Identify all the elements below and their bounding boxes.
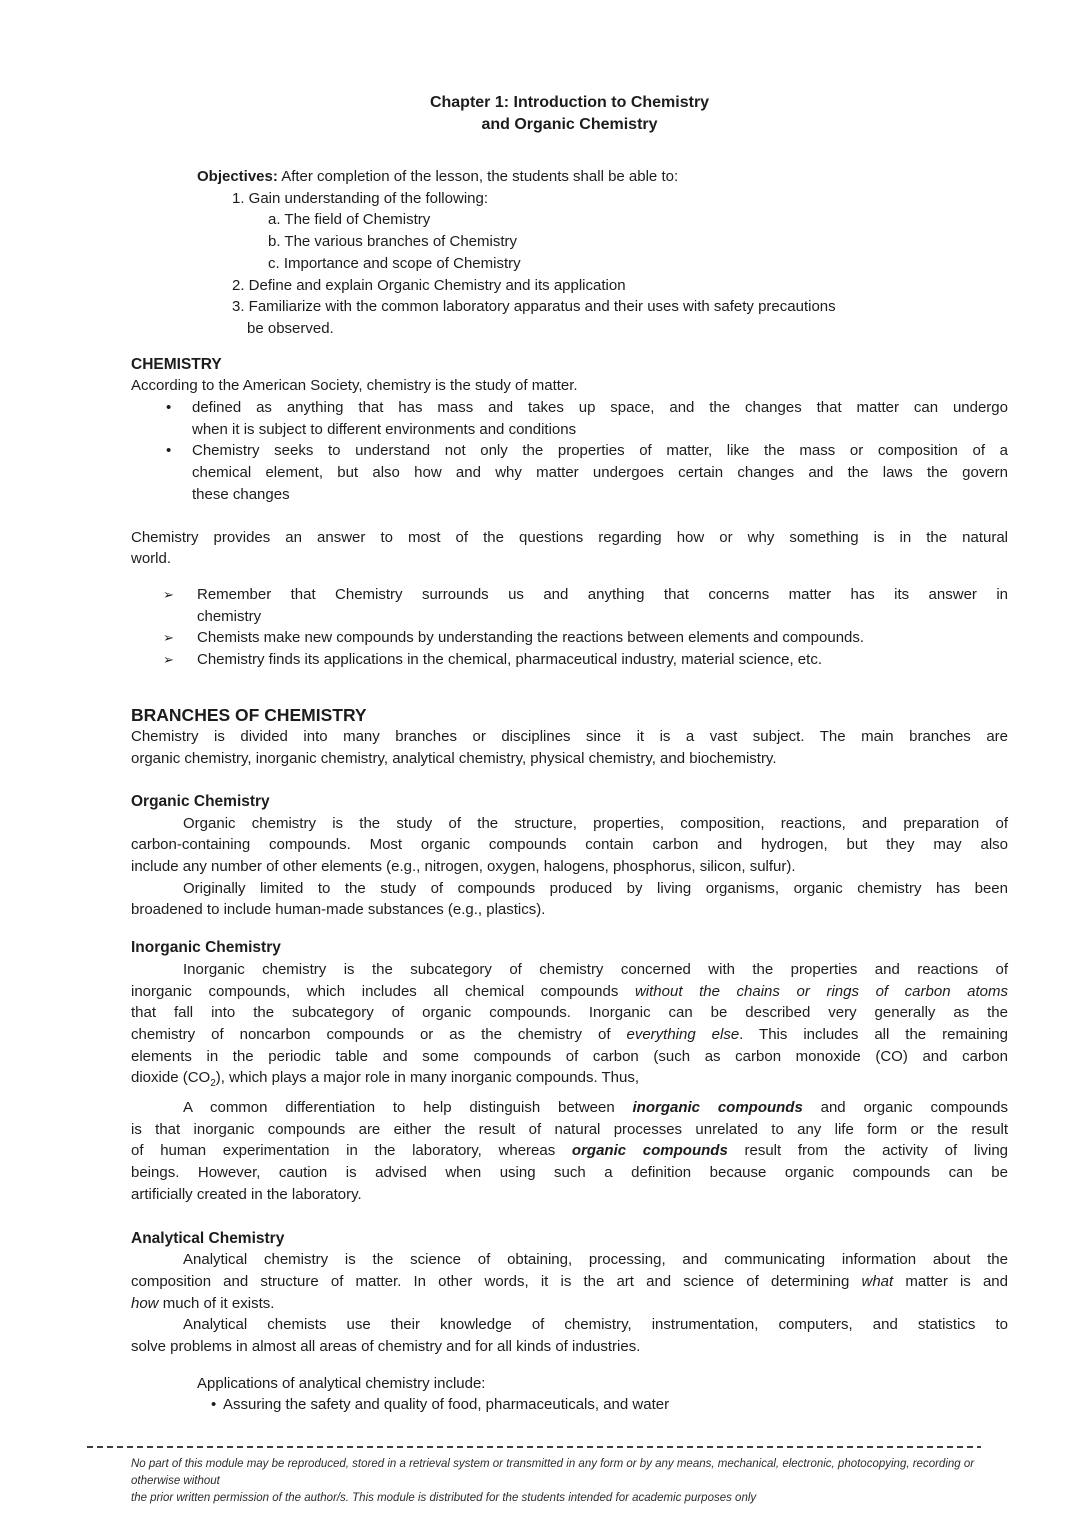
title-line-2: and Organic Chemistry <box>481 116 658 133</box>
objective-item: b. The various branches of Chemistry <box>268 233 518 251</box>
text-line: these changes <box>192 485 290 503</box>
bullet-icon: • <box>166 399 172 417</box>
footer-disclaimer-line-2: the prior written permission of the author/s. This module is distributed for the students intended for academic purposes only <box>131 1492 757 1504</box>
text-line: Chemistry finds its applications in the chemical, pharmaceutical industry, material science, etc. <box>197 651 822 669</box>
chemistry-arrow-list <box>131 584 1008 671</box>
analytical-heading: Analytical Chemistry <box>131 1229 285 1247</box>
text-line: composition and structure of matter. In other words, it is the art and science of determining what matter is and <box>131 1272 1008 1290</box>
chemistry-heading: CHEMISTRY <box>131 355 222 373</box>
page-title <box>131 92 1008 136</box>
text-line: Remember that Chemistry surrounds us and anything that concerns matter has its answer in <box>197 585 1008 603</box>
objective-item: c. Importance and scope of Chemistry <box>268 254 521 272</box>
arrow-list-item <box>131 627 1008 649</box>
arrow-item-text <box>197 584 1008 627</box>
text-line: of human experimentation in the laboratory, whereas organic compounds result from the activity of living <box>131 1142 1009 1160</box>
inorganic-paragraph-1 <box>131 959 1008 1089</box>
footer-disclaimer <box>87 1456 981 1507</box>
text-line: Analytical chemistry is the science of obtaining, processing, and communicating information about the <box>183 1251 1008 1269</box>
text-line: Organic chemistry is the study of the structure, properties, composition, reactions, and preparation of <box>183 814 1008 832</box>
text-line: is that inorganic compounds are either the result of natural processes unrelated to any life form or the result <box>131 1120 1008 1138</box>
bullet-text <box>192 440 1008 505</box>
analytical-chemistry-section <box>131 1228 1008 1417</box>
arrow-bullet-icon: ➢ <box>163 652 174 668</box>
chemistry-paragraph <box>131 527 1008 570</box>
chemistry-bullet-item <box>131 440 1008 505</box>
document-content <box>131 92 1008 1416</box>
objective-item: 3. Familiarize with the common laboratory apparatus and their uses with safety precautions <box>232 298 836 316</box>
text-line: chemistry <box>197 607 262 625</box>
text-line: organic chemistry, inorganic chemistry, analytical chemistry, physical chemistry, and biochemistry. <box>131 750 777 768</box>
objective-item: be observed. <box>247 319 334 337</box>
chemistry-intro: According to the American Society, chemistry is the study of matter. <box>131 377 578 395</box>
footer-divider <box>87 1446 981 1448</box>
text-line: Chemistry is divided into many branches or disciplines since it is a vast subject. The main branches are <box>131 728 1008 746</box>
inorganic-heading: Inorganic Chemistry <box>131 939 281 957</box>
text-line: A common differentiation to help distinguish between inorganic compounds and organic compounds <box>183 1099 1008 1117</box>
text-line: dioxide $(CO_2)$, which plays a major role in many inorganic compounds. Thus, <box>131 1069 640 1090</box>
text-line: Analytical chemists use their knowledge of chemistry, instrumentation, computers, and statistics to <box>183 1316 1008 1334</box>
applications-block <box>131 1373 1008 1416</box>
analytical-paragraph-2 <box>131 1314 1008 1357</box>
objectives-intro <box>131 166 1008 188</box>
analytical-paragraph-1 <box>131 1249 1008 1314</box>
text-line: how much of it exists. <box>131 1294 275 1312</box>
page-footer <box>87 1446 981 1507</box>
branches-intro <box>131 726 1008 769</box>
text-line: artificially created in the laboratory. <box>131 1185 362 1203</box>
text-line: broadened to include human-made substances (e.g., plastics). <box>131 901 546 919</box>
arrow-list-item <box>131 649 1008 671</box>
text-line: defined as anything that has mass and takes up space, and the changes that matter can undergo <box>192 399 1008 417</box>
arrow-list-item <box>131 584 1008 627</box>
text-line: Originally limited to the study of compounds produced by living organisms, organic chemistry has been <box>183 879 1008 897</box>
text-line: inorganic compounds, which includes all chemical compounds without the chains or rings of carbon atoms <box>131 982 1008 1000</box>
objective-item: 2. Define and explain Organic Chemistry and its application <box>232 276 626 294</box>
text-line: chemical element, but also how and why matter undergoes certain changes and the laws the govern <box>192 464 1008 482</box>
text-line: chemistry of noncarbon compounds or as the chemistry of everything else. This includes all the remaining <box>131 1025 1008 1043</box>
text-line: solve problems in almost all areas of chemistry and for all kinds of industries. <box>131 1338 641 1356</box>
text-line: beings. However, caution is advised when using such a definition because organic compounds can be <box>131 1164 1008 1182</box>
text-line: Inorganic chemistry is the subcategory of chemistry concerned with the properties and reactions of <box>183 960 1008 978</box>
applications-bullet-item <box>131 1394 1008 1416</box>
applications-bullet-text: Assuring the safety and quality of food, pharmaceuticals, and water <box>223 1396 670 1414</box>
text-line: Objectives: After completion of the lesson, the students shall be able to: <box>197 168 679 185</box>
branches-section <box>131 705 1008 770</box>
arrow-bullet-icon: ➢ <box>163 630 174 646</box>
text-line: elements in the periodic table and some compounds of carbon (such as carbon monoxide (CO) and carbon <box>131 1047 1008 1065</box>
text-line: include any number of other elements (e.g., nitrogen, oxygen, halogens, phosphorus, silicon, sulfur). <box>131 857 796 875</box>
inorganic-paragraph-2 <box>131 1097 1008 1206</box>
title-line-1: Chapter 1: Introduction to Chemistry <box>429 94 710 111</box>
bullet-icon: • <box>166 442 172 460</box>
organic-paragraph-1 <box>131 813 1008 878</box>
text-line: world. <box>131 550 172 568</box>
chemistry-section <box>131 354 1008 671</box>
branches-heading: BRANCHES OF CHEMISTRY <box>131 704 367 725</box>
bullet-text <box>192 397 1008 440</box>
inorganic-chemistry-section <box>131 937 1008 1205</box>
footer-disclaimer-line-1: No part of this module may be reproduced, stored in a retrieval system or transmitted in any form or by any means, mechanical, electronic, photocopying, recording or otherwise without <box>131 1458 975 1487</box>
text-line: Chemists make new compounds by understanding the reactions between elements and compounds. <box>197 629 865 647</box>
arrow-item-text <box>197 649 1008 671</box>
bullet-icon: • <box>211 1396 217 1414</box>
applications-intro: Applications of analytical chemistry include: <box>197 1374 486 1392</box>
arrow-item-text <box>197 627 1008 649</box>
text-line: Chemistry provides an answer to most of the questions regarding how or why something is in the natural <box>131 528 1008 546</box>
arrow-bullet-icon: ➢ <box>163 586 174 602</box>
organic-chemistry-section <box>131 791 1008 921</box>
objective-item: 1. Gain understanding of the following: <box>232 189 489 207</box>
text-line: when it is subject to different environments and conditions <box>192 420 577 438</box>
objective-item: a. The field of Chemistry <box>268 211 431 229</box>
objectives-section <box>131 166 1008 340</box>
text-line: Chemistry seeks to understand not only the properties of matter, like the mass or composition of a <box>192 442 1008 460</box>
chemistry-bullet-item <box>131 397 1008 440</box>
text-line: carbon-containing compounds. Most organic compounds contain carbon and hydrogen, but they may also <box>131 836 1008 854</box>
organic-paragraph-2 <box>131 878 1008 921</box>
text-line: that fall into the subcategory of organic compounds. Inorganic can be described very generally as the <box>131 1004 1008 1022</box>
organic-heading: Organic Chemistry <box>131 792 270 810</box>
